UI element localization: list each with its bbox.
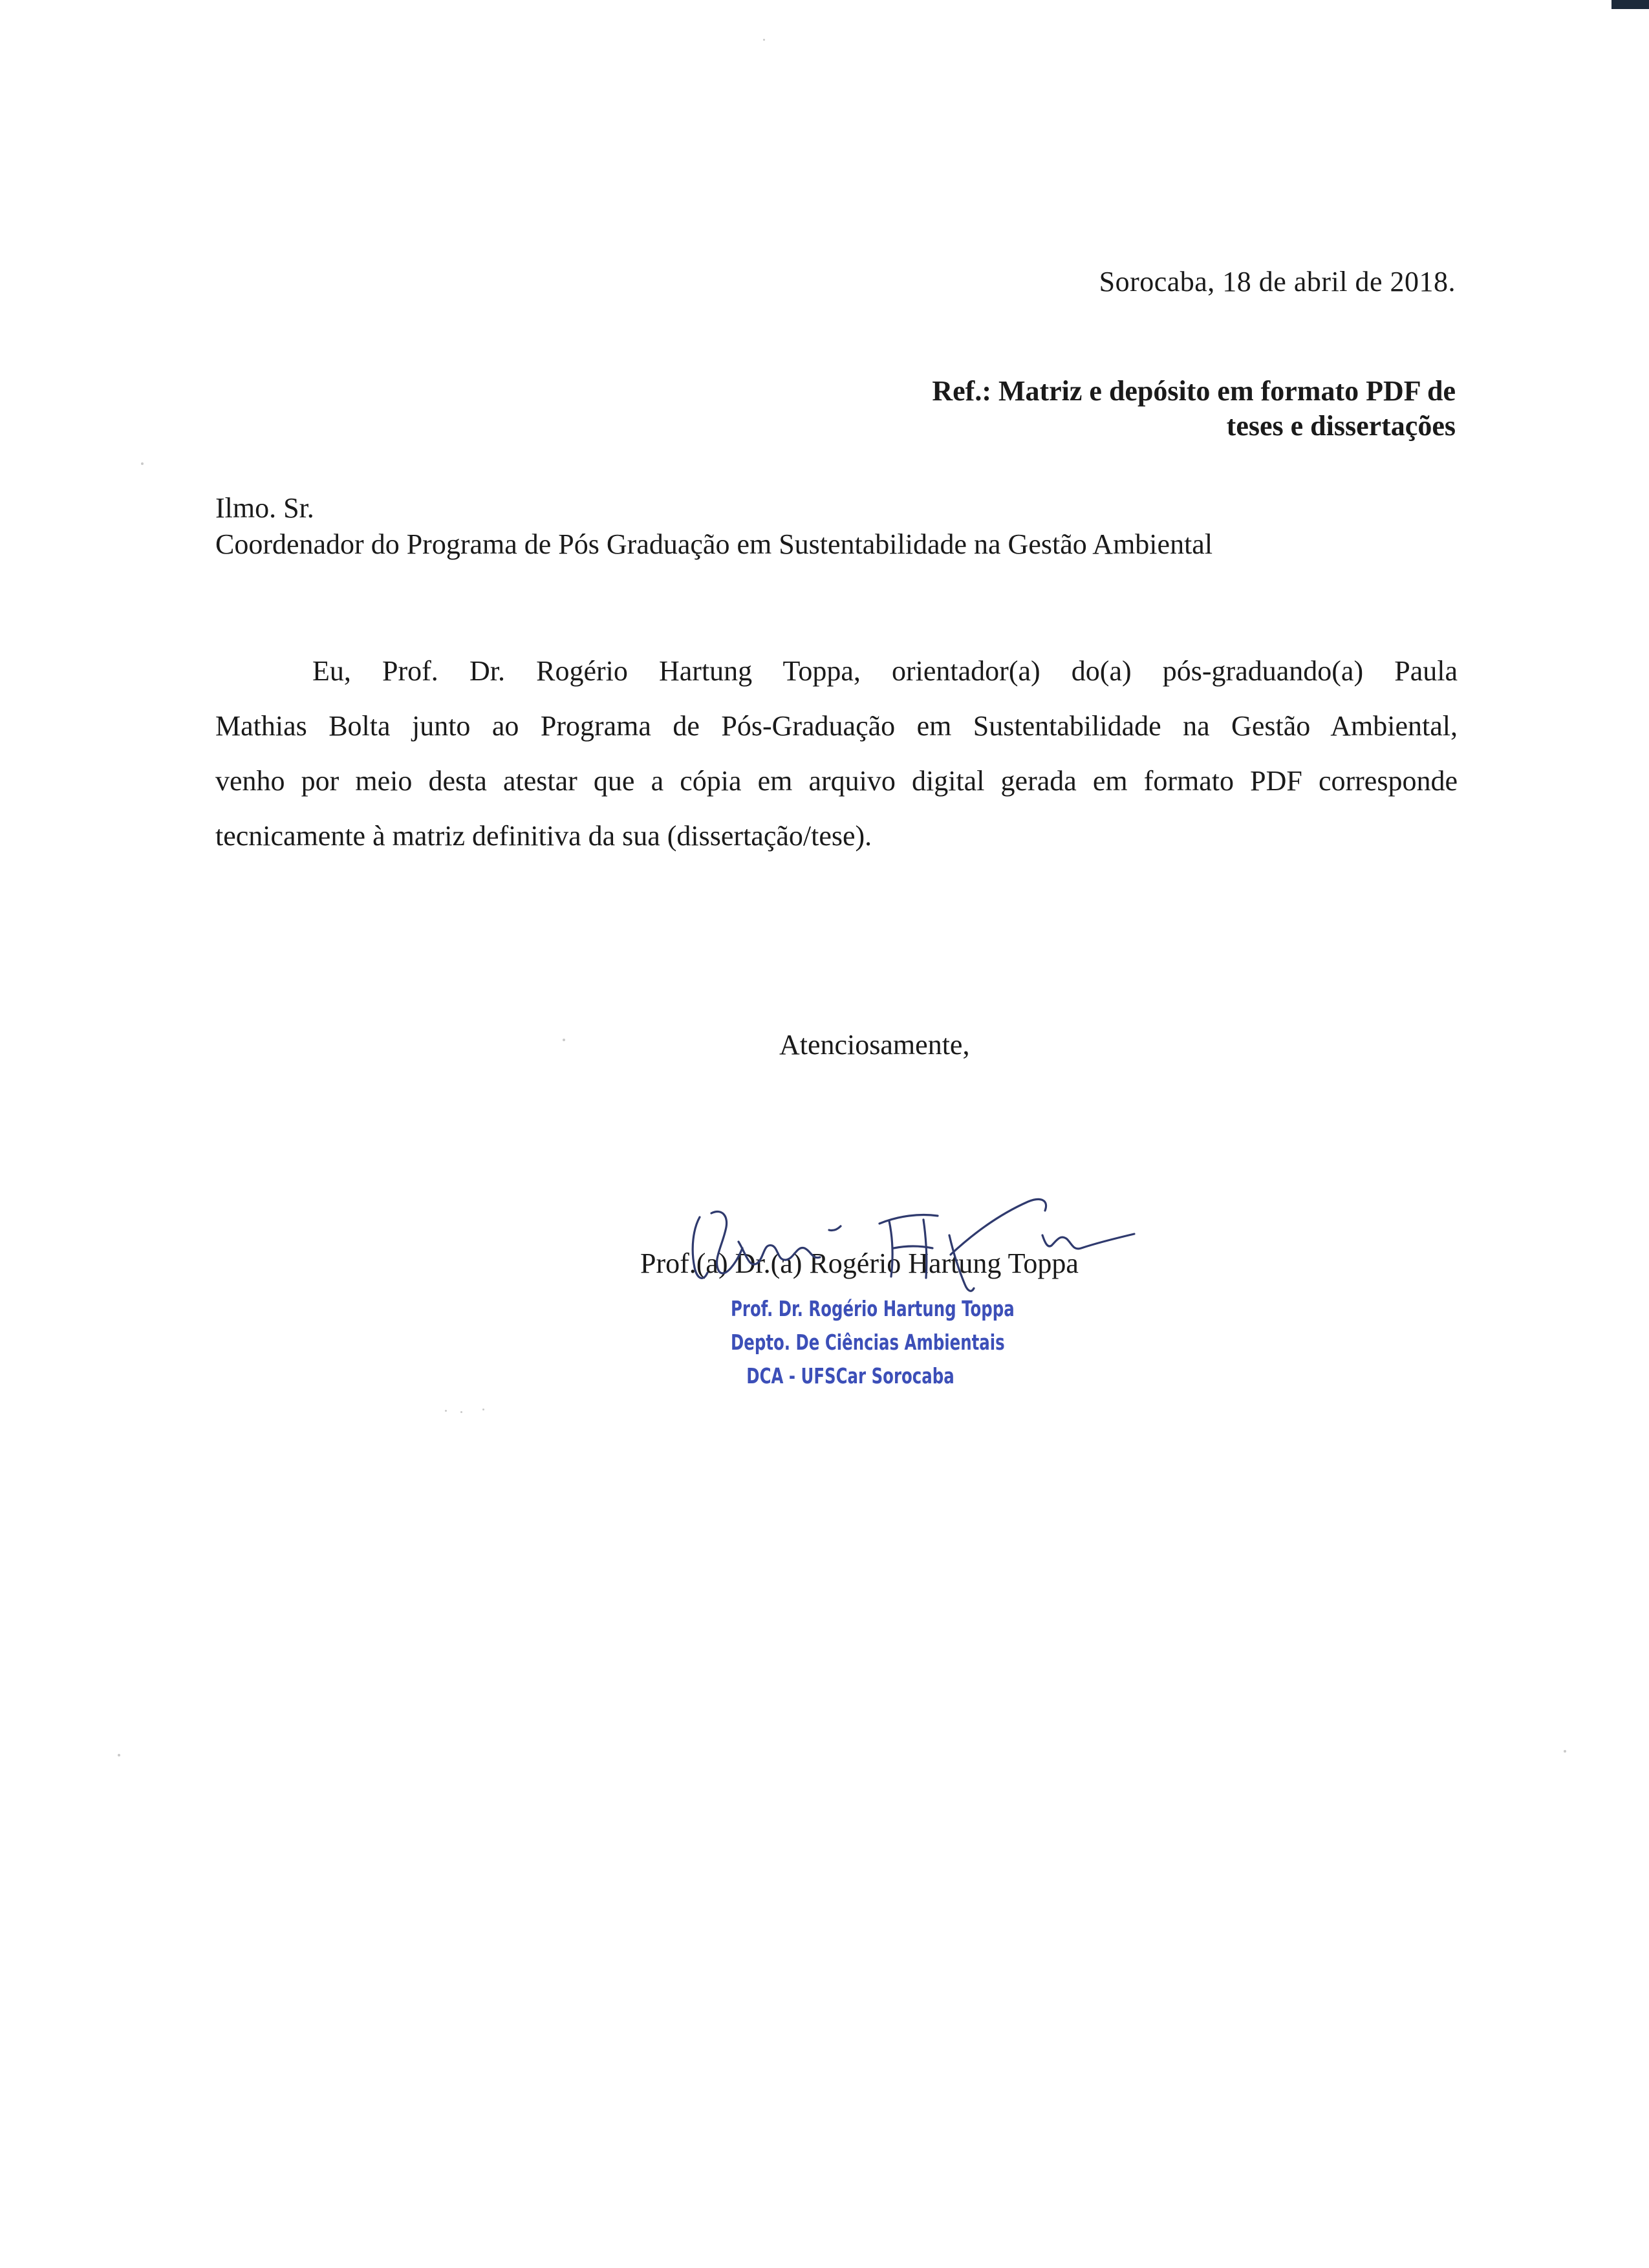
- body-line-1: Eu, Prof. Dr. Rogério Hartung Toppa, orientador(a) do(a) pós-graduando(a) Paula: [312, 655, 1458, 687]
- signature-stroke-8: [894, 1246, 932, 1248]
- scan-corner-mark: [1611, 0, 1649, 9]
- body-line-3: venho por meio desta atestar que a cópia em arquivo digital gerada em formato PDF corresponde: [215, 765, 1458, 797]
- scan-speck: [445, 1410, 447, 1412]
- scan-speck: [460, 1411, 462, 1413]
- stamp-line-3: DCA - UFSCar Sorocaba: [746, 1363, 954, 1388]
- signer-name: Prof.(a) Dr.(a) Rogério Hartung Toppa: [640, 1247, 1079, 1279]
- closing-line: Atenciosamente,: [779, 1029, 970, 1061]
- body-paragraph: [215, 643, 1458, 863]
- institution-stamp: [731, 1292, 1015, 1393]
- date-line: Sorocaba, 18 de abril de 2018.: [1099, 266, 1456, 297]
- handwritten-signature: [666, 1158, 1158, 1293]
- scan-speck: [118, 1754, 120, 1756]
- signature-stroke-10: [951, 1199, 1046, 1255]
- salutation-recipient: Coordenador do Programa de Pós Graduação em Sustentabilidade na Gestão Ambiental: [215, 528, 1213, 560]
- signature-stroke-3: [738, 1242, 820, 1264]
- stamp-line-2: Depto. De Ciências Ambientais: [731, 1330, 1005, 1355]
- scan-speck: [141, 462, 144, 465]
- signature-stroke-7: [923, 1220, 927, 1278]
- scan-speck: [482, 1409, 484, 1410]
- salutation-title: Ilmo. Sr.: [215, 492, 314, 524]
- body-line-4: tecnicamente à matriz definitiva da sua (dissertação/tese).: [215, 820, 872, 852]
- body-line-2: Mathias Bolta junto ao Programa de Pós-Graduação em Sustentabilidade na Gestão Ambiental,: [215, 710, 1458, 742]
- salutation: [215, 490, 1212, 563]
- scan-speck: [1564, 1750, 1566, 1753]
- signature-stroke-1: [693, 1217, 707, 1278]
- reference-line-1: Ref.: Matriz e depósito em formato PDF de: [932, 375, 1456, 407]
- signature-stroke-2: [711, 1212, 742, 1273]
- signature-stroke-6: [879, 1215, 938, 1224]
- signature-stroke-4: [829, 1226, 841, 1231]
- scan-speck: [563, 1039, 565, 1041]
- signature-stroke-11: [1042, 1234, 1134, 1249]
- stamp-line-1: Prof. Dr. Rogério Hartung Toppa: [731, 1296, 1015, 1321]
- reference-line: [932, 374, 1456, 444]
- reference-line-2: teses e dissertações: [1226, 410, 1456, 442]
- scan-speck: [763, 39, 765, 41]
- signature-stroke-5: [889, 1221, 892, 1277]
